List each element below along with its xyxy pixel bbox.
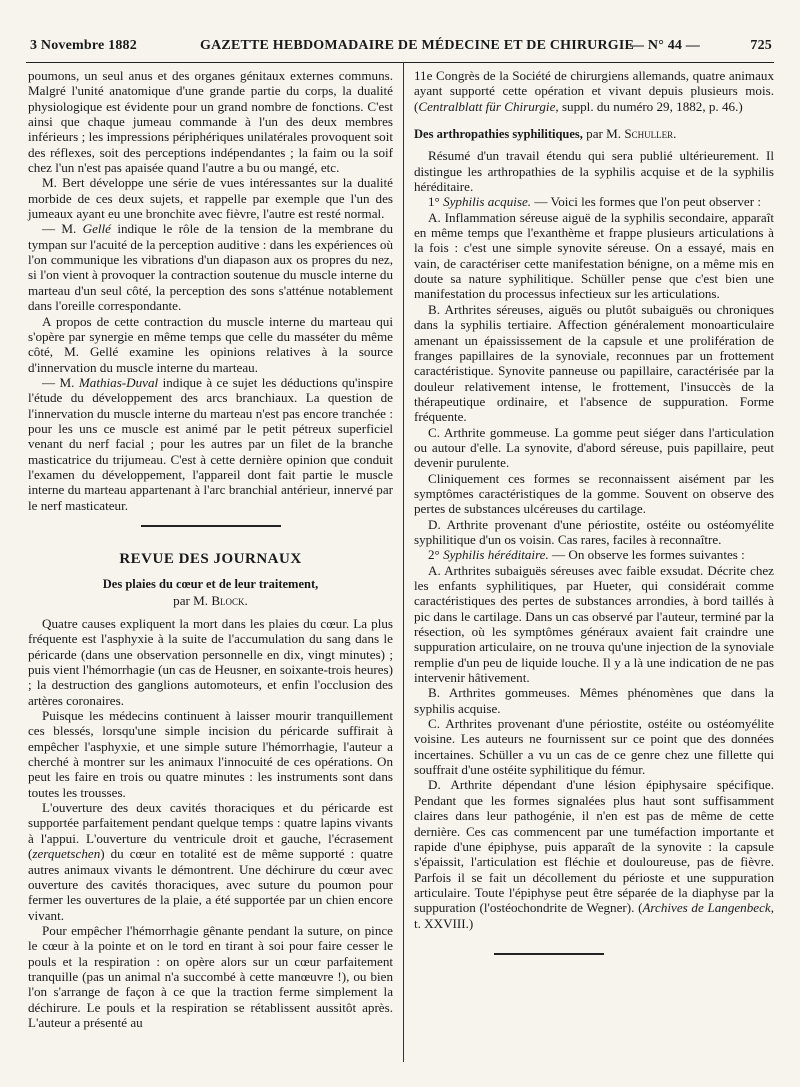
text-run: — On observe les formes suivantes : xyxy=(548,547,745,563)
section-separator xyxy=(141,525,281,528)
paragraph: A. Inflammation séreuse aiguë de la syphilis secondaire, apparaît en même temps que l'exanthème et frappe plusieurs articulations à la fois : c'est une simple synovite séreuse. On a essayé, mais en vain, de caractériser cette manifestation bénigne, on a même mis en doute sa nature syphilitique. Schüller pense que c'est bien une manifestation du processus infectieux sur les articulations. xyxy=(414,209,774,302)
paragraph xyxy=(28,375,393,513)
page-header xyxy=(30,38,772,60)
text-run: indique à ce sujet les déductions qu'inspire l'étude du développement des arcs branchiaux. La question de l'innervation du muscle interne du marteau n'est pas encore tranchée : pour les uns ce muscle est animé par le petit pétreux superficiel venant du nerf facial ; pour les autres par un filet de la branche masticatrice du trijumeau. C'est à cette dernière opinion que conduit l'examen du développement, l'appareil dont fait partie le muscle interne du marteau appartenant à l'arc branchial antérieur, innervé par le nerf masticateur. xyxy=(28,374,394,513)
text-run: 11e Congrès de la Société de chirurgiens allemands, quatre animaux ayant supporté cette opération et vivant depuis plusieurs mois. ( xyxy=(414,68,774,114)
paragraph: Cliniquement ces formes se reconnaissent aisément par les symptômes caractéristiques de la gomme. Souvent on observe des pertes de substances ulcéreuses du cartilage. xyxy=(414,470,774,517)
text-run: 2° xyxy=(428,547,444,563)
text-run: ) du cœur en totalité est de même supporté : quatre autres animaux vivants le démontrent. Une déchirure du cœur avec ouverture des cavités thoraciques, avec suture du poumon pour fermer les ouvertures de la plaie, a été supportée par un chien encore vivant. xyxy=(28,846,393,923)
paragraph xyxy=(414,547,774,562)
paragraph xyxy=(414,194,774,209)
text-run: — M. xyxy=(42,221,83,237)
text-run: — M. xyxy=(42,374,79,390)
author-name: Mathias-Duval xyxy=(78,374,159,390)
article-byline xyxy=(28,593,393,608)
header-rule xyxy=(26,62,774,63)
subsection-title: Syphilis acquise. xyxy=(443,194,532,210)
italic-term: zerquetschen xyxy=(32,846,101,862)
article-heading xyxy=(414,126,774,142)
paragraph xyxy=(414,68,774,114)
subsection-title: Syphilis héréditaire. xyxy=(443,547,549,563)
text-run: par M. xyxy=(173,592,212,608)
paragraph: Résumé d'un travail étendu qui sera publié ultérieurement. Il distingue les arthropathies de la syphilis acquise et de la syphilis héréditaire. xyxy=(414,148,774,195)
author-name: Schuller. xyxy=(624,126,677,142)
end-separator xyxy=(494,953,604,955)
header-issue: — N° 44 — xyxy=(629,38,700,53)
column-divider xyxy=(403,62,404,1062)
text-run: L'ouverture des deux cavités thoraciques et du péricarde est supportée parfaitement pendant quelque temps : quatre lapins vivants à l'appui. L'ouverture du ventricule droit et gauche, l'écrasement ( xyxy=(28,800,393,862)
right-column xyxy=(414,68,774,955)
text-run: suppl. du numéro 29, 1882, p. 46.) xyxy=(558,98,743,114)
paragraph: Pour empêcher l'hémorrhagie gênante pendant la suture, on pince le cœur à la pointe et on le tord en tirant à soi pour faire cesser le pouls et la respiration : on opère alors sur un cœur parfaitement tranquille (pas un animal n'a succombé à cette manœuvre !), ou bien l'on s'arrange de façon à ce que la traction ferme simplement la déchirure. Le pouls et la respiration se rétablissent aussitôt après. L'auteur a présenté au xyxy=(28,922,393,1030)
text-run: indique le rôle de la tension de la membrane du tympan sur l'acuité de la perception auditive : dans les expériences où l'on communique les vibrations d'un diapason aux os propres du nez, si l'on vient à provoquer la contraction soutenue du muscle interne du marteau d'un seul côté, la perception des sons s'atténue notablement dans l'oreille correspondante. xyxy=(28,221,393,314)
text-run: — Voici les formes que l'on peut observer : xyxy=(531,194,761,210)
author-name: Block. xyxy=(211,592,248,608)
journal-citation: Archives de Langenbeck, xyxy=(642,900,774,916)
paragraph: poumons, un seul anus et des organes génitaux externes communs. Malgré l'unité anatomique d'une grande partie du corps, la dualité physiologique est évidente pour un grand nombre de fonctions. C'est ainsi que chaque jumeau commande à l'un des deux membres inférieurs ; les impressions périphériques unilatérales provoquent soit des réflexes, soit des perceptions indépendantes ; la faim ou la soif chez l'un n'est pas apaisée quand l'autre a bu ou mangé, etc. xyxy=(28,68,393,176)
text-run: t. XXVIII.) xyxy=(414,915,474,931)
paragraph: Puisque les médecins continuent à laisser mourir tranquillement ces blessés, lorsqu'une simple incision du péricarde suffirait à empêcher l'asphyxie, et une simple suture l'hémorrhagie, l'auteur a cherché à montrer sur les animaux l'innocuité de ces opérations. On peut les faire en trois ou quatre minutes : les instruments sont dans toutes les trousses. xyxy=(28,708,393,800)
header-page-number: 725 xyxy=(750,38,772,53)
paragraph xyxy=(28,800,393,923)
journal-citation: Centralblatt für Chirurgie, xyxy=(418,98,559,114)
author-name: Gellé xyxy=(82,221,111,237)
paragraph: M. Bert développe une série de vues intéressantes sur la dualité morbide de ces deux sujets, et rappelle par exemple que l'un des jumeaux ayant eu une bronchite avec fièvre, l'autre est resté normal. xyxy=(28,175,393,222)
header-date: 3 Novembre 1882 xyxy=(30,38,137,53)
paragraph: B. Arthrites gommeuses. Mêmes phénomènes que dans la syphilis acquise. xyxy=(414,685,774,716)
paragraph: B. Arthrites séreuses, aiguës ou plutôt subaiguës ou chroniques dans la syphilis tertiaire. Affection généralement monoarticulaire amenant un épaississement de la capsule et une prolifération de franges papillaires de la synoviale, reconnues par un frottement caractéristique. Synovite panneuse ou papillaire, caractérisée par la douleur relativement intense, le frottement, l'insuccès de la thérapeutique ordinaire, et l'absence de suppuration. Forme fréquente. xyxy=(414,301,774,425)
paragraph: C. Arthrite gommeuse. La gomme peut siéger dans l'articulation ou autour d'elle. La synovite, d'abord séreuse, puis papillaire, peut devenir purulente. xyxy=(414,424,774,471)
text-run: par M. xyxy=(582,126,625,142)
section-title: REVUE DES JOURNAUX xyxy=(119,550,302,567)
article-title: Des plaies du cœur et de leur traitement, xyxy=(102,577,319,592)
paragraph: D. Arthrite provenant d'une périostite, ostéite ou ostéomyélite syphilitique d'un os voisin. Cas rares, faciles à reconnaître. xyxy=(414,516,774,547)
paragraph: Quatre causes expliquent la mort dans les plaies du cœur. La plus fréquente est l'asphyxie à la suite de l'accumulation du sang dans le péricarde (dans une observation personnelle en dix, vingt minutes) ; puis vient l'hémorrhagie (un cas de Heusner, en soixante-trois heures) ; la destruction des ganglions automoteurs, et enfin l'occlusion des artères coronaires. xyxy=(28,616,393,708)
paragraph xyxy=(414,777,774,930)
text-run: D. Arthrite dépendant d'une lésion épiphysaire spécifique. Pendant que les formes signalées plus haut sont suffisamment claires dans leur pathogénie, il n'en est pas de même de cette dernière. Ces cas commencent par une tuméfaction importante et rapide d'une épiphyse, puis apparaît de la synovite : la capsule s'épaissit, l'articulation est fléchie et douloureuse, pas de fièvre. Parfois il se fait un décollement du périoste et une suppuration articulaire. Toute l'épiphyse peut être séparée de la diaphyse par la suppuration (l'ostéochondrite de Wegner). ( xyxy=(414,777,774,916)
header-title: GAZETTE HEBDOMADAIRE DE MÉDECINE ET DE CHIRURGIE xyxy=(200,38,635,53)
paragraph: C. Arthrites provenant d'une périostite, ostéite ou ostéomyélite voisine. Les auteurs ne fournissent sur ce point que des données incertaines. Schüller a vu un cas de ce genre chez une fillette qui souffrait d'une ostéite syphilitique du fémur. xyxy=(414,716,774,778)
text-run: 1° xyxy=(428,194,444,210)
paragraph: A. Arthrites subaiguës séreuses avec faible exsudat. Décrite chez les enfants syphilitiques, par Hueter, qui considérait comme caractéristiques des pertes de substances arrondies, à bord taillés à pic dans le cartilage. Dans un cas observé par l'auteur, terminé par la résection, où les symptômes généraux avaient fait craindre une suppuration articulaire, on ne trouva qu'une injection de la synoviale remplie d'un peu de liquide louche. Il y a là une indication de ne pas intervenir hâtivement. xyxy=(414,562,774,686)
paragraph xyxy=(28,221,393,313)
paragraph: A propos de cette contraction du muscle interne du marteau qui s'opère par synergie en même temps que celle du masséter du même côté, M. Gellé examine les opinions relatives à la source d'innervation du muscle interne du marteau. xyxy=(28,313,393,375)
article-title: Des arthropathies syphilitiques, xyxy=(414,127,583,142)
left-column xyxy=(28,68,393,1030)
